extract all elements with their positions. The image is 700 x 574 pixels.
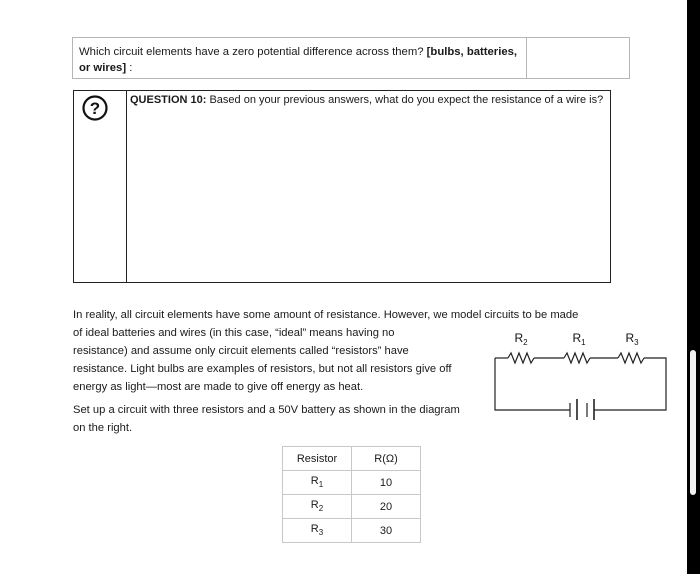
question-10-text: QUESTION 10: Based on your previous answers, what do you expect the resistance of a wire is? <box>130 94 604 106</box>
question-10-label: QUESTION 10: <box>130 94 207 106</box>
resistor-r2 <box>508 353 534 363</box>
question-10-divider <box>126 91 127 282</box>
previous-question-options: [bulbs, batteries, or wires] <box>79 46 518 74</box>
previous-question-text: Which circuit elements have a zero potential difference across them? [bulbs, batteries, or wires] : <box>79 46 518 74</box>
setup-instructions: Set up a circuit with three resistors and a 50V battery as shown in the diagram on the right. <box>73 404 460 434</box>
resistor-r3 <box>618 353 644 363</box>
label-r2: $R_2$ <box>514 331 528 347</box>
circuit-diagram <box>490 325 675 420</box>
label-r3: $R_3$ <box>625 331 639 347</box>
vertical-scrollbar[interactable] <box>690 350 696 495</box>
resistor-table <box>282 446 421 543</box>
table-divider <box>526 38 527 78</box>
table-row: $R_1$ 10 <box>283 471 421 495</box>
label-r1: $R_1$ <box>572 331 586 347</box>
question-10-box <box>73 90 611 283</box>
wire-right <box>594 358 666 410</box>
resistance-paragraph: In reality, all circuit elements have some amount of resistance. However, we model circuits to be made of ideal batteries and wires (in this case, “ideal” means having no resistance) and assume only circuit elements called “resistors” have resistance. Light bulbs are examples of resistors, but not all resistors give off energy as light—most are made to give off energy as heat. <box>73 309 579 393</box>
question-mark-icon <box>82 95 108 121</box>
table-header-row: Resistor R(Ω) <box>283 447 421 471</box>
svg-text:?: ? <box>89 99 101 118</box>
wire-left <box>495 358 570 410</box>
table-row: $R_2$ 20 <box>283 495 421 519</box>
resistor-r1 <box>564 353 590 363</box>
previous-question-table <box>72 37 630 79</box>
table-row: $R_3$ 30 <box>283 519 421 543</box>
